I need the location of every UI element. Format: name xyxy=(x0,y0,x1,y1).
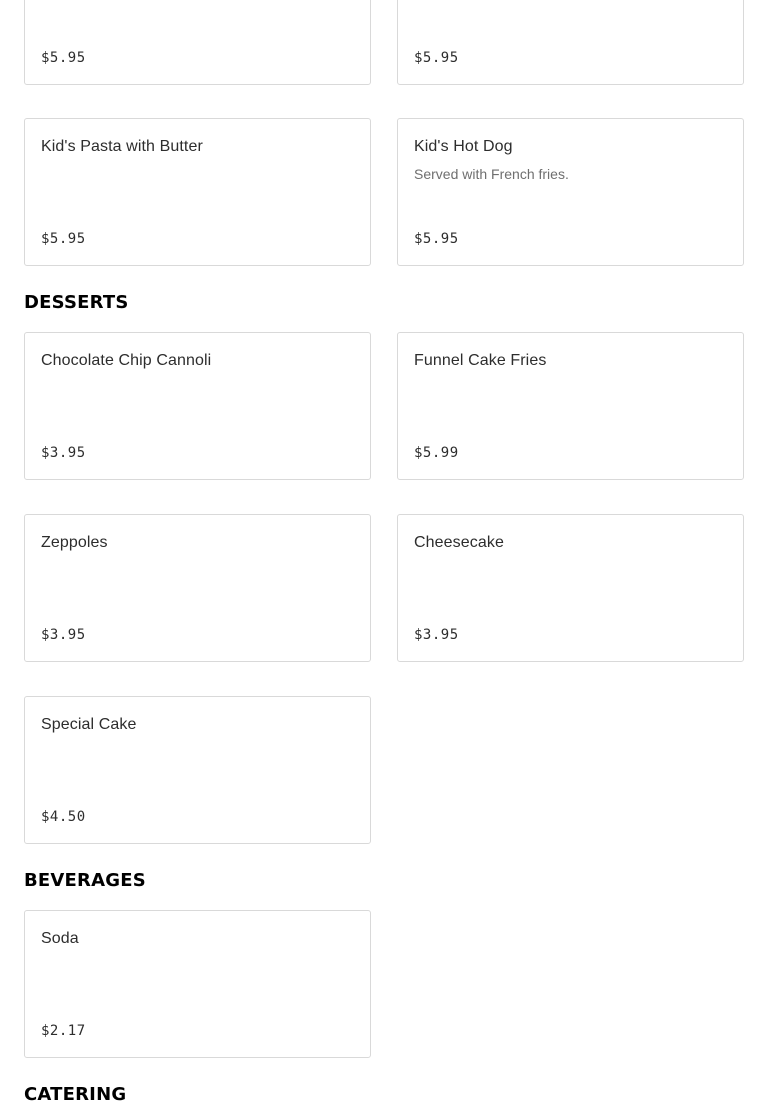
menu-item-card[interactable] xyxy=(24,910,371,1058)
item-price: $3.95 xyxy=(41,627,86,643)
menu-item-card[interactable] xyxy=(24,696,371,844)
item-price: $5.95 xyxy=(414,231,459,247)
menu-item-card[interactable] xyxy=(397,0,744,85)
item-price: $5.95 xyxy=(41,231,86,247)
menu-item-card[interactable] xyxy=(397,514,744,662)
item-name: Cheesecake xyxy=(414,534,504,551)
item-name: Zeppoles xyxy=(41,534,108,551)
item-price: $5.95 xyxy=(41,50,86,66)
item-name: Chocolate Chip Cannoli xyxy=(41,352,212,369)
item-name: Kid's Pasta with Butter xyxy=(41,138,203,155)
item-description: Served with French fries. xyxy=(414,166,569,182)
menu-item-card[interactable] xyxy=(24,332,371,480)
item-price: $2.17 xyxy=(41,1023,86,1039)
menu-item-card[interactable] xyxy=(24,0,371,85)
menu-item-card[interactable] xyxy=(397,332,744,480)
item-name: Soda xyxy=(41,930,79,947)
menu-item-card[interactable] xyxy=(397,118,744,266)
item-price: $4.50 xyxy=(41,809,86,825)
menu-item-card[interactable] xyxy=(24,118,371,266)
item-price: $5.95 xyxy=(414,50,459,66)
section-title-beverages: BEVERAGES xyxy=(24,870,146,891)
section-title-desserts: DESSERTS xyxy=(24,292,129,313)
item-price: $5.99 xyxy=(414,445,459,461)
item-name: Kid's Hot Dog xyxy=(414,138,513,155)
menu-item-card[interactable] xyxy=(24,514,371,662)
item-price: $3.95 xyxy=(41,445,86,461)
item-price: $3.95 xyxy=(414,627,459,643)
item-name: Funnel Cake Fries xyxy=(414,352,547,369)
item-name: Special Cake xyxy=(41,716,137,733)
section-title-catering: CATERING xyxy=(24,1084,127,1105)
